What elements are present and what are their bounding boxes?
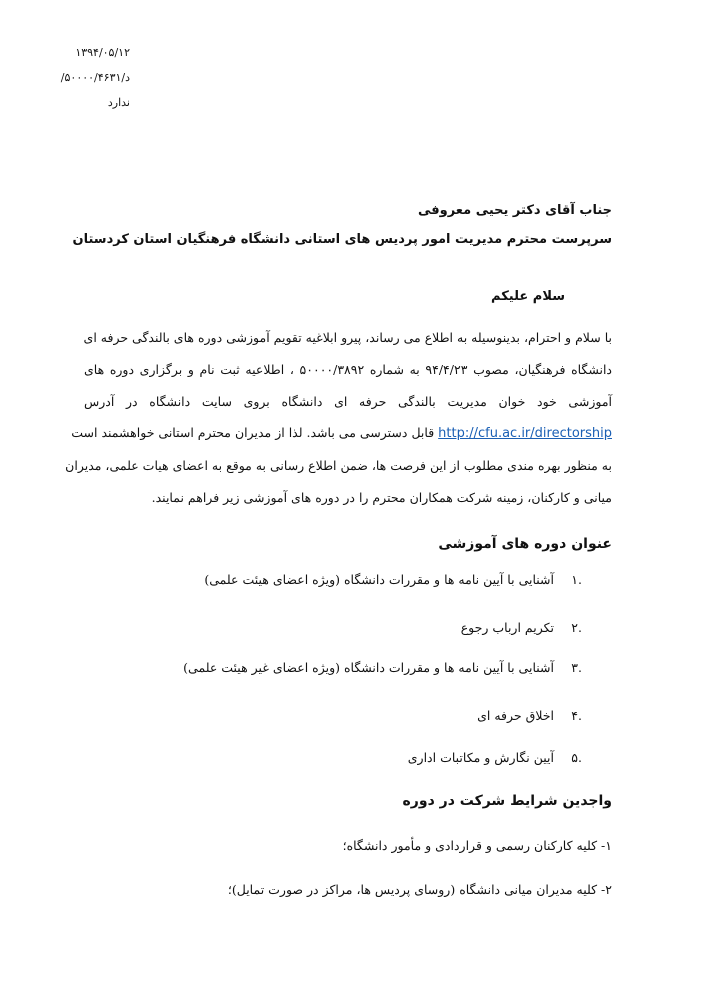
recipient-title: سرپرست محترم مدیریت امور پردیس های استانی دانشگاه فرهنگیان استان کردستان	[72, 232, 612, 247]
letter-attachment: ندارد	[107, 96, 130, 109]
course-number: .۳	[571, 660, 582, 675]
courses-heading: عنوان دوره های آموزشی	[438, 536, 612, 552]
body-line: آموزشی خود خوان مدیریت بالندگی حرفه ای دانشگاه بروی سایت دانشگاه در آدرس	[84, 394, 612, 409]
eligibility-item: ۲- کلیه مدیران میانی دانشگاه (روسای پردیس ها، مراکز در صورت تمایل)؛	[227, 882, 612, 897]
eligibility-heading: واجدین شرایط شرکت در دوره	[402, 793, 612, 809]
course-number: .۱	[571, 572, 582, 587]
letter-date: ۱۳۹۴/۰۵/۱۲	[75, 46, 130, 59]
course-item	[461, 620, 582, 635]
course-label: آشنایی با آیین نامه ها و مقررات دانشگاه (ویژه اعضای غیر هیئت علمی)	[183, 660, 554, 675]
course-number: .۲	[571, 620, 582, 635]
course-item	[477, 708, 582, 723]
course-label: اخلاق حرفه ای	[477, 708, 554, 723]
directorship-link[interactable]: http://cfu.ac.ir/directorship	[438, 426, 612, 441]
course-number: .۴	[571, 708, 582, 723]
course-number: .۵	[571, 750, 582, 765]
body-line-link	[71, 425, 612, 441]
course-item	[204, 572, 582, 587]
body-line: به منظور بهره مندی مطلوب از این فرصت ها، ضمن اطلاع رسانی به موقع به اعضای هیات علمی، مدیران	[65, 458, 612, 473]
course-label: آشنایی با آیین نامه ها و مقررات دانشگاه (ویژه اعضای هیئت علمی)	[204, 572, 554, 587]
greeting: سلام علیکم	[491, 289, 565, 304]
letter-number: د/۵۰۰۰۰/۴۶۳۱/	[60, 71, 130, 84]
course-item	[183, 660, 582, 675]
eligibility-item: ۱- کلیه کارکنان رسمی و قراردادی و مأمور دانشگاه؛	[342, 838, 612, 853]
course-label: آیین نگارش و مکاتبات اداری	[407, 750, 554, 765]
recipient-name: جناب آقای دکتر یحیی معروفی	[417, 203, 612, 218]
body-text: قابل دسترسی می باشد. لذا از مدیران محترم استانی خواهشمند است	[71, 425, 439, 440]
course-label: تکریم ارباب رجوع	[460, 620, 554, 635]
body-line: دانشگاه فرهنگیان، مصوب ۹۴/۴/۲۳ به شماره ۵۰۰۰۰/۳۸۹۲ ، اطلاعیه ثبت نام و برگزاری دوره های	[84, 362, 612, 377]
body-line: با سلام و احترام، بدینوسیله به اطلاع می رساند، پیرو ابلاغیه تقویم آموزشی دوره های بالندگی حرفه ای	[83, 330, 612, 345]
body-line: میانی و کارکنان، زمینه شرکت همکاران محترم را در دوره های آموزشی زیر فراهم نمایند.	[151, 490, 612, 505]
course-item	[408, 750, 582, 765]
